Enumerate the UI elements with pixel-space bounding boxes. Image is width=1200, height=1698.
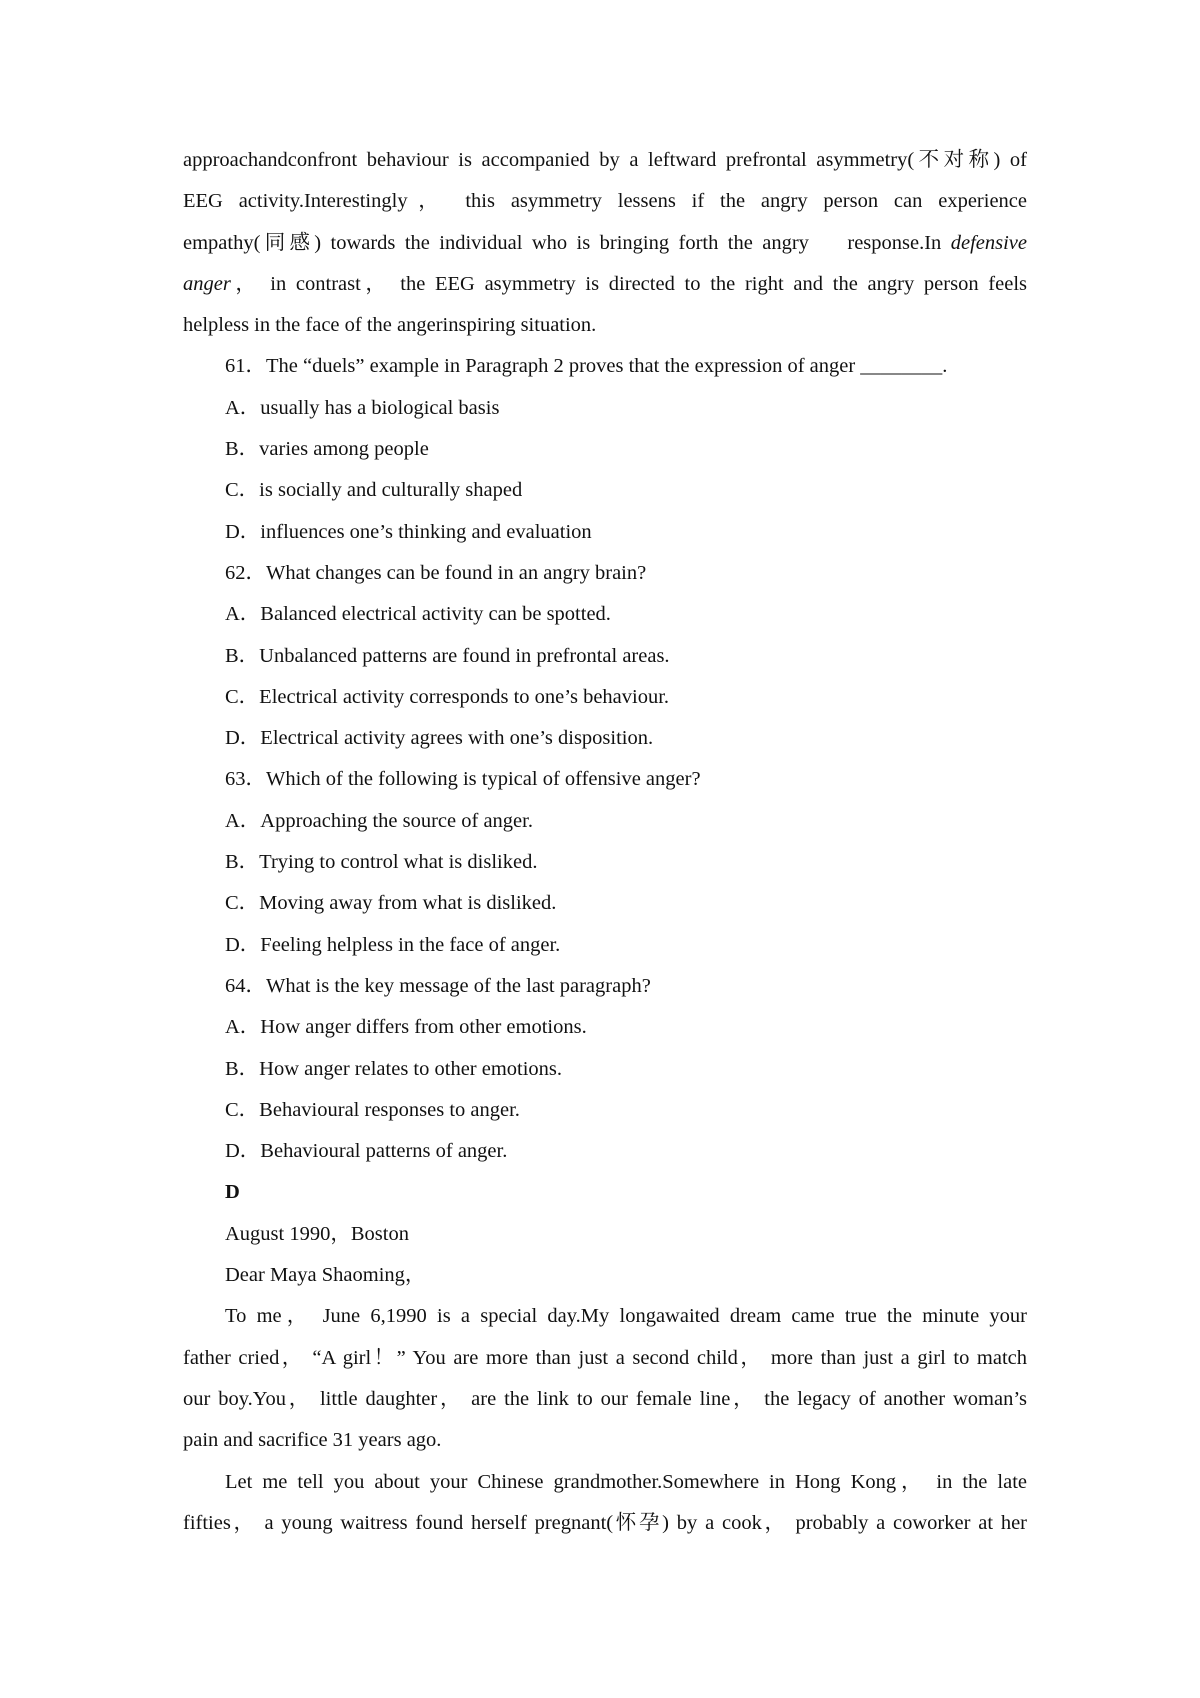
answer-option: B．varies among people — [225, 438, 429, 461]
answer-option: B．How anger relates to other emotions. — [225, 1057, 563, 1080]
text-run: empathy(同感) towards the individual who is bringing forth the angry response.In — [183, 231, 951, 254]
answer-option: A．Approaching the source of anger. — [225, 809, 533, 832]
question-62 — [183, 553, 1027, 759]
text-line: father cried， “A girl！” You are more than just a second child， more than just a girl to match — [183, 1346, 1027, 1369]
section-heading: D — [225, 1181, 240, 1204]
answer-option: B．Trying to control what is disliked. — [225, 851, 538, 874]
text-run: ， in contrast， the EEG asymmetry is directed to the right and the angry person feels — [230, 272, 1027, 295]
italic-term: anger — [183, 272, 231, 295]
text-line: EEG activity.Interestingly， this asymmetry lessens if the angry person can experience — [183, 190, 1027, 213]
question-stem: 64．What is the key message of the last paragraph? — [225, 974, 651, 997]
answer-option: A．usually has a biological basis — [225, 396, 500, 419]
text-line — [183, 264, 1027, 305]
answer-option: D．Electrical activity agrees with one’s disposition. — [225, 727, 654, 750]
text-line: Let me tell you about your Chinese grandmother.Somewhere in Hong Kong， in the late — [225, 1470, 1027, 1493]
question-63 — [183, 759, 1027, 965]
passage-c-final-paragraph — [183, 140, 1027, 346]
answer-option: C．is socially and culturally shaped — [225, 479, 523, 502]
text-line: our boy.You， little daughter， are the link to our female line， the legacy of another woman’s — [183, 1387, 1027, 1410]
answer-option: A．How anger differs from other emotions. — [225, 1016, 587, 1039]
text-line: To me， June 6,1990 is a special day.My longawaited dream came true the minute your — [225, 1305, 1027, 1328]
answer-option: D．influences one’s thinking and evaluation — [225, 520, 592, 543]
answer-option: D．Feeling helpless in the face of anger. — [225, 933, 561, 956]
answer-option: B．Unbalanced patterns are found in prefrontal areas. — [225, 644, 670, 667]
question-64 — [183, 966, 1027, 1172]
section-d — [183, 1172, 1027, 1544]
question-stem: 61．The “duels” example in Paragraph 2 proves that the expression of anger ________. — [225, 355, 948, 378]
answer-option: D．Behavioural patterns of anger. — [225, 1140, 508, 1163]
text-line: approachandconfront behaviour is accompanied by a leftward prefrontal asymmetry(不对称) of — [183, 149, 1027, 171]
letter-salutation: Dear Maya Shaoming， — [225, 1264, 426, 1287]
letter-paragraph-1 — [183, 1296, 1027, 1461]
document-page — [183, 140, 1027, 1544]
question-stem: 62．What changes can be found in an angry brain? — [225, 561, 647, 584]
question-stem: 63．Which of the following is typical of offensive anger? — [225, 768, 701, 791]
question-61 — [183, 346, 1027, 552]
letter-date-line: August 1990，Boston — [225, 1222, 409, 1245]
answer-option: A．Balanced electrical activity can be spotted. — [225, 603, 611, 626]
text-line: helpless in the face of the angerinspiring situation. — [183, 314, 597, 337]
answer-option: C．Moving away from what is disliked. — [225, 892, 557, 915]
letter-paragraph-2 — [183, 1462, 1027, 1545]
italic-term: defensive — [950, 231, 1027, 254]
text-line — [183, 223, 1027, 264]
text-line: pain and sacrifice 31 years ago. — [183, 1429, 442, 1452]
answer-option: C．Electrical activity corresponds to one’s behaviour. — [225, 685, 670, 708]
answer-option: C．Behavioural responses to anger. — [225, 1098, 520, 1121]
text-line: fifties， a young waitress found herself pregnant(怀孕) by a cook， probably a coworker at her — [183, 1511, 1027, 1534]
